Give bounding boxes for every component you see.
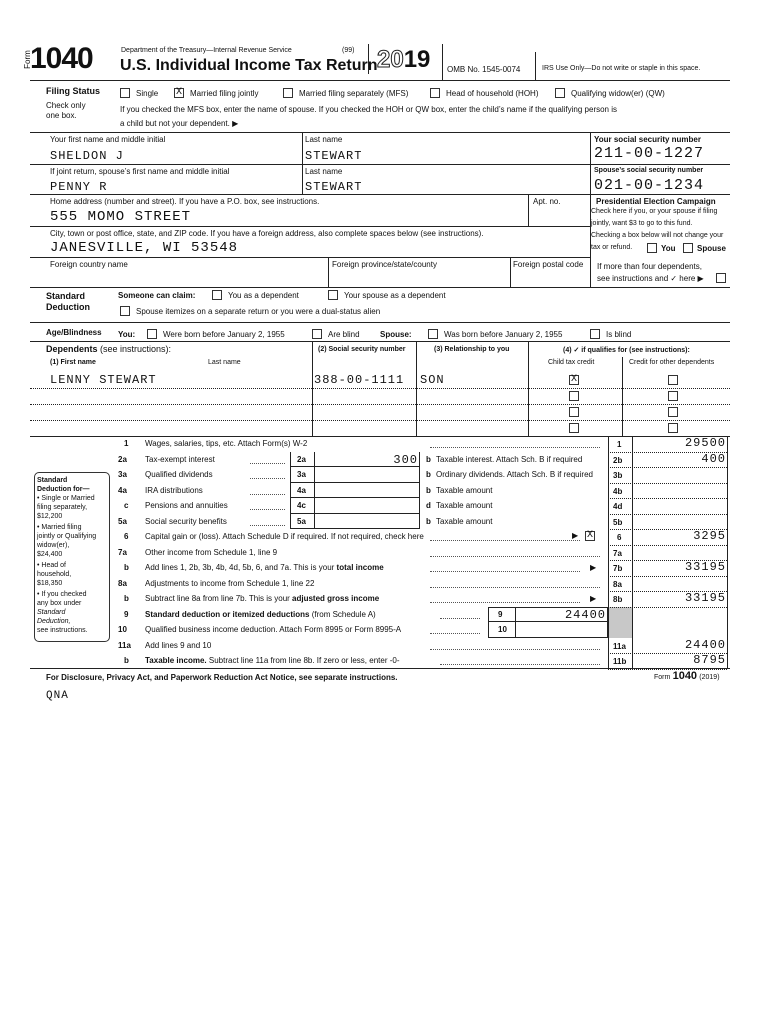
amount-box-label: 1 (617, 440, 622, 449)
line-description (145, 501, 228, 510)
line-description-text: IRA distributions (145, 485, 203, 495)
arrow-icon: ▶ (572, 531, 579, 540)
amount-divider (608, 576, 727, 577)
dep-col-ssn: (2) Social security number (318, 346, 406, 353)
sidebar-mfj-3: widow(er), (37, 542, 70, 549)
line-description-bold: adjusted gross income (292, 594, 380, 603)
sidebar-hoh-amount: $18,350 (37, 580, 63, 587)
footer-form-word: Form (654, 674, 671, 681)
spouse-blind-checkbox[interactable] (590, 329, 600, 339)
year (377, 46, 430, 74)
spouse-blind-label: Is blind (606, 330, 632, 339)
mid-box-divider (515, 607, 516, 623)
filing-status-option-label: Qualifying widow(er) (QW) (571, 89, 665, 98)
line-description-bold: total income (336, 563, 384, 572)
foreign-postal-label: Foreign postal code (513, 260, 584, 269)
inline-box-divider (314, 467, 315, 483)
line-number: b (124, 563, 129, 572)
line-description (145, 579, 314, 588)
pec-title: Presidential Election Campaign (596, 197, 716, 206)
arrow-icon: ▶ (590, 594, 597, 603)
dep-col-last: Last name (208, 359, 241, 366)
leader-dots (250, 478, 285, 479)
amount-value[interactable]: 33195 (684, 560, 726, 574)
line-b-number: b (426, 516, 431, 526)
spouse-itemizes-label: Spouse itemizes on a separate return or you were a dual-status alien (136, 307, 381, 316)
you-dependent-checkbox[interactable] (212, 290, 222, 300)
amount-box-label: 2b (613, 455, 623, 465)
you-born-before-checkbox[interactable] (147, 329, 157, 339)
line-number: b (124, 594, 129, 603)
amount-box-label: 7b (613, 564, 623, 573)
inline-box (290, 483, 420, 499)
sidebar-checked-3: Standard (37, 609, 66, 616)
mid-box-label: 10 (498, 625, 507, 634)
line-description-text: Add lines 1, 2b, 3b, 4b, 4d, 5b, 6, and 7a. This is your (145, 563, 337, 572)
inline-box (290, 514, 420, 530)
spouse-last-name-field[interactable]: STEWART (305, 180, 363, 194)
leader-dots (430, 649, 600, 650)
line-description (145, 641, 211, 650)
line-b-description: Taxable amount (436, 501, 493, 510)
line-b-description: Taxable amount (436, 485, 493, 495)
filing-status-option-label: Married filing jointly (190, 89, 259, 98)
mid-box-label: 9 (498, 609, 503, 619)
filing-status-note-2: a child but not your dependent. ▶ (120, 119, 239, 128)
form-code: (99) (342, 47, 355, 54)
someone-can-claim-label: Someone can claim: (118, 291, 196, 300)
leader-dots (430, 556, 600, 557)
dependent-ssn[interactable]: 388-00-1111 (314, 373, 405, 387)
leader-dots (440, 618, 480, 619)
inline-box-divider (314, 514, 315, 530)
standard-deduction-label: Standard (46, 291, 86, 301)
ssn-label: Your social security number (594, 135, 701, 144)
first-name-field[interactable]: SHELDON J (50, 149, 124, 163)
leader-dots (430, 447, 600, 448)
line-number: 6 (124, 532, 129, 541)
child-tax-credit-checkbox[interactable] (569, 423, 579, 433)
pec-text-2: jointly, want $3 to go to this fund. (591, 220, 693, 227)
four-dependents-text: If more than four dependents, (597, 262, 702, 271)
leader-dots (250, 463, 285, 464)
department: Department of the Treasury—Internal Revenue Service (121, 47, 292, 54)
filing-status-sub2: one box. (46, 111, 77, 120)
line-description (145, 594, 379, 603)
filing-status-label: Filing Status (46, 86, 100, 96)
footer-code: QNA (46, 690, 69, 702)
pec-you-label: You (661, 244, 676, 253)
amount-box-label: 4d (613, 502, 623, 511)
sidebar-mfj-amount: $24,400 (37, 551, 63, 558)
amount-box-label: 8b (613, 595, 623, 604)
sidebar-single-amount: $12,200 (37, 513, 63, 520)
amount-divider (608, 467, 727, 468)
line-description (145, 656, 399, 665)
you-blind-label: Are blind (328, 330, 360, 339)
inline-box-divider (314, 483, 315, 499)
line-description (145, 486, 203, 495)
age-blindness-label: Age/Blindness (46, 328, 102, 337)
ssn-field[interactable]: 211-00-1227 (594, 145, 705, 162)
line-description-text: Subtract line 11a from line 8b. If zero or less, enter -0- (206, 656, 400, 665)
line-description (145, 439, 307, 448)
standard-deduction-sidebar (34, 472, 110, 642)
you-dependent-label: You as a dependent (228, 291, 299, 300)
line-number: c (124, 501, 129, 510)
filing-status-note: If you checked the MFS box, enter the name of spouse. If you checked the HOH or QW box, enter the child’s name if the qualifying person is (120, 105, 617, 114)
line-description-text: Social security benefits (145, 516, 227, 526)
arrow-icon: ▶ (590, 563, 597, 572)
filing-status-sub: Check only (46, 101, 86, 110)
first-name-label: Your first name and middle initial (50, 135, 166, 144)
sidebar-checked: • If you checked (37, 591, 87, 598)
dep-col-odc: Credit for other dependents (629, 359, 715, 366)
inline-box-label: 4c (297, 501, 306, 510)
age-spouse-label: Spouse: (380, 330, 412, 339)
leader-dots (250, 509, 285, 510)
pec-you-checkbox[interactable] (647, 243, 657, 253)
spouse-ssn-field[interactable]: 021-00-1234 (594, 177, 705, 194)
line-b-description: Taxable interest. Attach Sch. B if required (436, 454, 583, 464)
pec-spouse-label: Spouse (697, 244, 726, 253)
year-bold: 19 (403, 46, 431, 73)
spouse-first-name-field[interactable]: PENNY R (50, 180, 108, 194)
year-outline: 20 (377, 46, 404, 73)
apt-label: Apt. no. (533, 197, 561, 206)
four-dependents-checkbox[interactable] (716, 273, 726, 283)
filing-status-option-label: Head of household (HOH) (446, 89, 539, 98)
inline-box (290, 467, 420, 483)
amount-divider (608, 545, 727, 546)
dependent-row-divider (30, 388, 730, 389)
line-number: 2a (118, 454, 127, 464)
line-description (145, 470, 213, 479)
filing-status-checkbox[interactable] (430, 88, 440, 98)
address-label: Home address (number and street). If you have a P.O. box, see instructions. (50, 197, 320, 206)
line-description-text: Wages, salaries, tips, etc. Attach Form(s) W-2 (145, 439, 308, 448)
leader-dots (430, 571, 580, 572)
leader-dots (250, 525, 285, 526)
capital-gain-checkbox[interactable]: X (586, 530, 593, 541)
footer-form (654, 670, 720, 682)
spouse-dependent-label: Your spouse as a dependent (344, 291, 446, 300)
line-number: 9 (124, 609, 129, 619)
form-number: 1040 (30, 42, 93, 75)
sidebar-checked-4: Deduction, (37, 618, 71, 625)
line-number: 11a (118, 640, 131, 650)
spouse-ssn-label: Spouse’s social security number (594, 167, 704, 174)
inline-box-label: 2a (297, 454, 306, 464)
line-number: 5a (118, 516, 127, 526)
line-description-text: Qualified dividends (145, 470, 213, 479)
amount-divider (608, 607, 727, 608)
inline-box-label: 4a (297, 485, 306, 495)
amount-box-label: 8a (613, 579, 622, 589)
leader-dots (440, 664, 600, 665)
amount-divider (608, 498, 727, 499)
irs-use-only: IRS Use Only—Do not write or staple in this space. (542, 65, 701, 72)
omb-number: OMB No. 1545-0074 (447, 65, 521, 74)
filing-status-option-label: Married filing separately (MFS) (299, 89, 409, 98)
sidebar-hoh-2: household, (37, 571, 72, 578)
dependent-row-divider (30, 420, 730, 421)
other-dependents-checkbox[interactable] (668, 423, 678, 433)
inline-box-label: 5a (297, 516, 306, 526)
amount-value[interactable]: 3295 (693, 529, 726, 543)
leader-dots (430, 633, 480, 634)
you-born-before-label: Were born before January 2, 1955 (163, 330, 285, 339)
pec-text-3: Checking a box below will not change your (591, 232, 724, 239)
spouse-itemizes-checkbox[interactable] (120, 306, 130, 316)
sidebar-mfj: • Married filing (37, 524, 82, 531)
line-number: b (124, 656, 129, 665)
leader-dots (250, 494, 285, 495)
pec-spouse-checkbox[interactable] (683, 243, 693, 253)
line-description-text: Qualified business income deduction. Attach Form 8995 or Form 8995-A (145, 625, 402, 634)
foreign-province-label: Foreign province/state/county (332, 260, 437, 269)
inline-box-divider (314, 498, 315, 514)
sidebar-single: • Single or Married (37, 495, 95, 502)
spouse-last-name-label: Last name (305, 167, 343, 176)
leader-dots (430, 540, 580, 541)
footer-form-number: 1040 (672, 670, 698, 682)
sidebar-hoh: • Head of (37, 562, 66, 569)
line-b-number: b (426, 454, 431, 464)
line-number: 1 (124, 439, 129, 448)
other-dependents-checkbox[interactable] (668, 375, 678, 385)
line-description (145, 610, 376, 619)
line-description (145, 455, 215, 464)
leader-dots (430, 587, 600, 588)
line-b-number: d (426, 501, 431, 510)
line-number: 3a (118, 470, 127, 479)
dependents-label (46, 344, 171, 354)
spouse-born-before-checkbox[interactable] (428, 329, 438, 339)
line-description (145, 517, 227, 526)
sidebar-checked-5: see instructions. (37, 627, 88, 634)
line-description-bold: Standard deduction or itemized deductions (145, 609, 310, 619)
line-description (145, 625, 401, 634)
pec-text-4: tax or refund. (591, 244, 633, 251)
spouse-first-name-label: If joint return, spouse’s first name and middle initial (50, 167, 230, 176)
dep-col-first: (1) First name (50, 359, 96, 366)
form-title: U.S. Individual Income Tax Return (120, 57, 378, 74)
line-description (145, 563, 384, 572)
line-number: 8a (118, 578, 127, 588)
amount-divider (608, 514, 727, 515)
spouse-dependent-checkbox[interactable] (328, 290, 338, 300)
sidebar-single-2: filing separately, (37, 504, 88, 511)
shaded-area (609, 607, 632, 638)
dep-col-qualifies: (4) ✓ if qualifies for (see instructions): (563, 347, 690, 354)
foreign-country-label: Foreign country name (50, 260, 128, 269)
pec-text-1: Check here if you, or your spouse if filing (591, 208, 718, 215)
sidebar-checked-2: any box under (37, 600, 82, 607)
line-b-number: b (426, 470, 431, 479)
filing-status-checkbox[interactable] (283, 88, 293, 98)
you-blind-checkbox[interactable] (312, 329, 322, 339)
amount-box-label: 6 (617, 533, 622, 542)
sidebar-title: Standard (37, 477, 68, 484)
filing-status-checkbox[interactable]: X (175, 87, 182, 98)
mid-box-value[interactable]: 24400 (564, 607, 606, 622)
dependent-name[interactable]: LENNY STEWART (50, 373, 157, 387)
amount-value[interactable]: 24400 (684, 637, 726, 652)
child-tax-credit-checkbox[interactable] (569, 407, 579, 417)
amount-divider (608, 483, 727, 484)
mid-box-divider (515, 622, 516, 638)
last-name-label: Last name (305, 135, 343, 144)
age-you-label: You: (118, 330, 136, 339)
filing-status-checkbox[interactable] (120, 88, 130, 98)
line-description-text: Tax-exempt interest (145, 454, 215, 464)
line-description-text: Pensions and annuities (145, 501, 228, 510)
inline-box-label: 3a (297, 470, 306, 479)
line-description-text: (from Schedule A) (309, 609, 376, 619)
last-name-field[interactable]: STEWART (305, 149, 363, 163)
inline-box (290, 498, 420, 514)
line-b-number: b (426, 485, 431, 495)
dependent-relationship[interactable]: SON (420, 373, 445, 387)
other-dependents-checkbox[interactable] (668, 407, 678, 417)
amount-box-label: 11b (613, 657, 627, 666)
amount-value[interactable]: 8795 (693, 653, 726, 667)
city-field[interactable]: JANESVILLE, WI 53548 (50, 240, 239, 256)
amount-box-label: 5b (613, 517, 623, 527)
line-description-text: Adjustments to income from Schedule 1, line 22 (145, 578, 315, 588)
dep-col-relationship: (3) Relationship to you (434, 346, 510, 353)
amount-value[interactable]: 400 (701, 451, 726, 466)
sidebar-mfj-2: jointly or Qualifying (37, 533, 97, 540)
line-number: 7a (118, 547, 127, 557)
inline-box-value[interactable]: 300 (393, 452, 418, 467)
amount-box-label: 7a (613, 548, 622, 558)
spouse-born-before-label: Was born before January 2, 1955 (444, 330, 563, 339)
footer-notice: For Disclosure, Privacy Act, and Paperwork Reduction Act Notice, see separate instructions. (46, 673, 398, 682)
line-number: 10 (118, 625, 127, 634)
form-word: Form (22, 50, 32, 69)
other-dependents-checkbox[interactable] (668, 391, 678, 401)
line-description (145, 532, 424, 541)
standard-deduction-label-2: Deduction (46, 302, 90, 312)
child-tax-credit-checkbox[interactable]: X (570, 374, 577, 385)
line-number: 4a (118, 485, 127, 495)
filing-status-checkbox[interactable] (555, 88, 565, 98)
filing-status-option-label: Single (136, 89, 159, 98)
dependent-row-divider (30, 404, 730, 405)
dep-col-ctc: Child tax credit (548, 359, 595, 366)
address-field[interactable]: 555 MOMO STREET (50, 209, 192, 225)
amount-value[interactable]: 33195 (684, 591, 726, 605)
child-tax-credit-checkbox[interactable] (569, 391, 579, 401)
line-description (145, 548, 277, 557)
inline-box-divider (314, 452, 315, 468)
four-dependents-text-2: see instructions and ✓ here ▶ (597, 274, 704, 283)
amount-box-label: 4b (613, 486, 623, 496)
line-description-text: Subtract line 8a from line 7b. This is your (145, 594, 293, 603)
line-b-description: Taxable amount (436, 516, 493, 526)
footer-year: (2019) (699, 674, 720, 681)
line-description-text: Capital gain or (loss). Attach Schedule D if required. If not required, check here (145, 532, 424, 541)
dependents-sub: (see instructions): (100, 344, 172, 354)
leader-dots (430, 602, 580, 603)
dependents-title: Dependents (46, 344, 98, 354)
amount-value[interactable]: 29500 (684, 436, 726, 450)
amount-box-label: 11a (613, 641, 626, 651)
line-description-bold: Taxable income. (145, 656, 207, 665)
sidebar-title-2: Deduction for— (37, 486, 90, 493)
line-b-description: Ordinary dividends. Attach Sch. B if required (436, 470, 593, 479)
line-description-text: Other income from Schedule 1, line 9 (145, 547, 278, 557)
line-description-text: Add lines 9 and 10 (145, 640, 212, 650)
city-label: City, town or post office, state, and ZIP code. If you have a foreign address, also complete spaces below (see instructions). (50, 229, 484, 238)
amount-box-label: 3b (613, 471, 623, 480)
